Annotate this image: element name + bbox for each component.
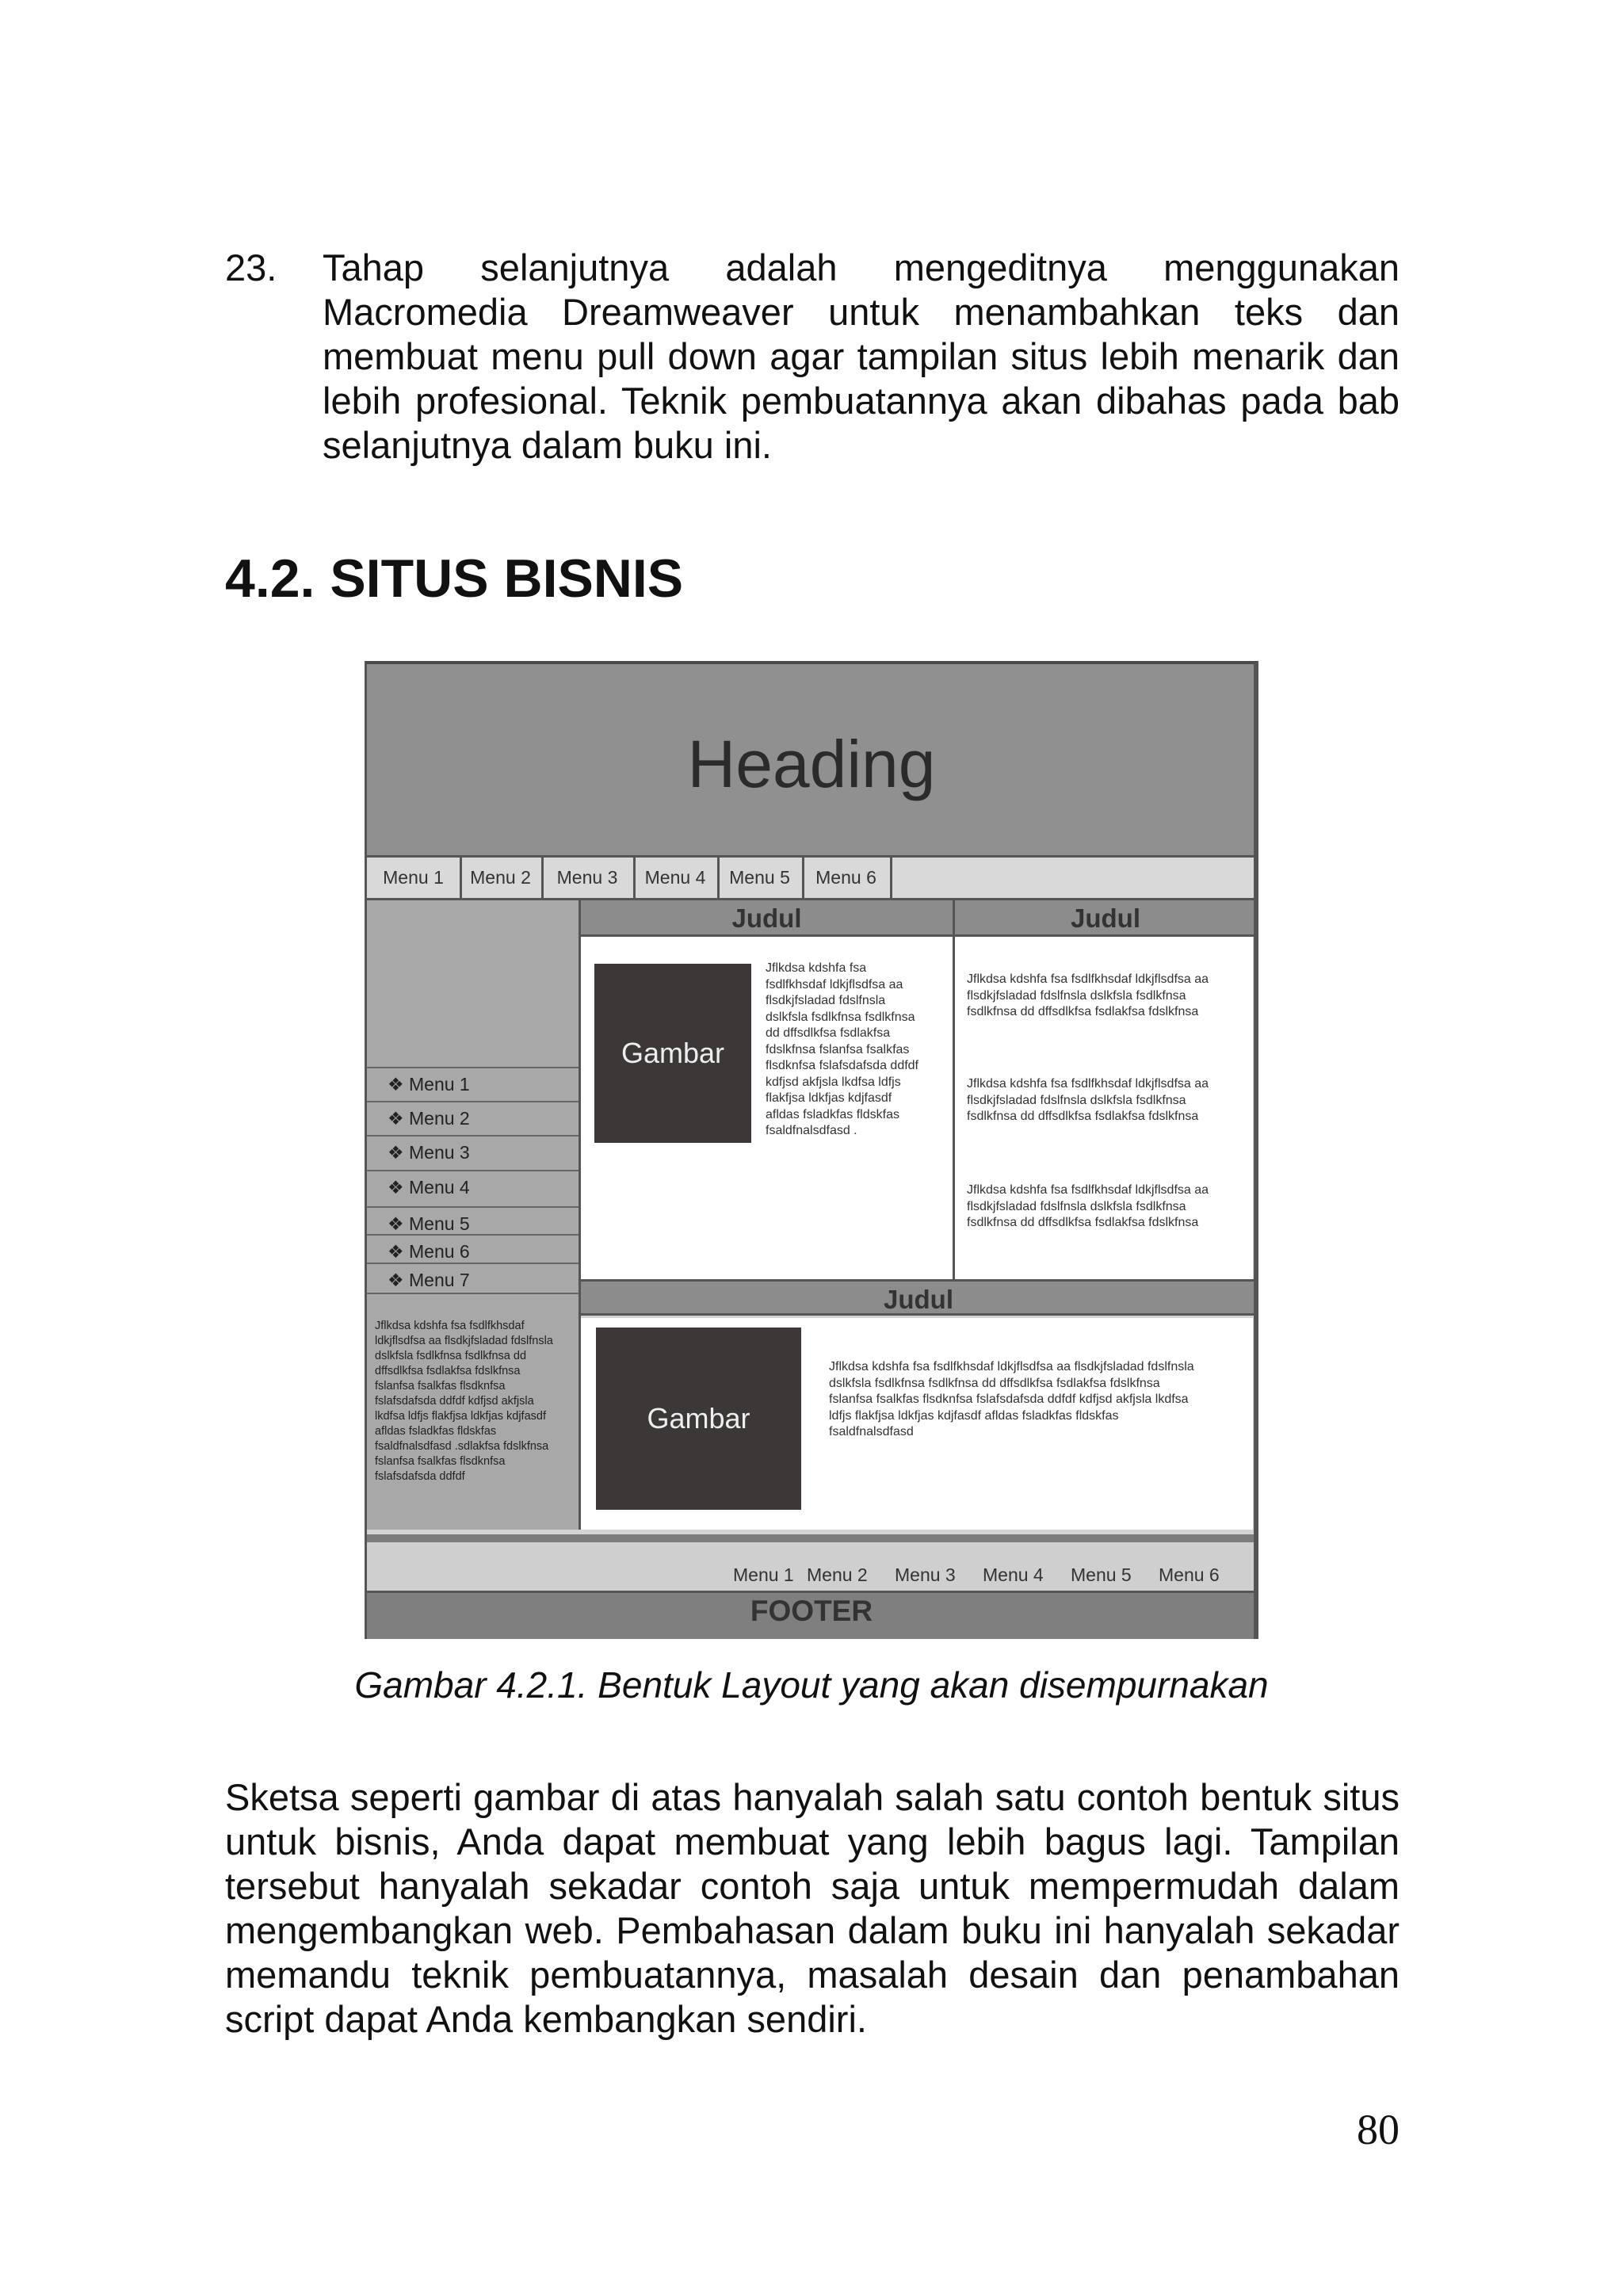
body-paragraph: Sketsa seperti gambar di atas hanyalah salah satu contoh bentuk situs untuk bisnis, Anda dapat membuat yang lebih bagus lagi. Tampilan tersebut hanyalah sekadar contoh saja untuk mempermudah dalam mengembangkan web. Pembahasan dalam buku ini hanyalah sekadar memandu teknik pembuatannya, masalah desain dan penambahan script dapat Anda kembangkan sendiri. — [225, 1776, 1400, 2040]
section-title: 4.2. SITUS BISNIS — [225, 548, 684, 609]
figure-side-menu-item: ❖ Menu 2 — [367, 1101, 579, 1133]
list-item-23 — [225, 246, 1400, 468]
figure-gambar-2: Gambar — [596, 1328, 801, 1510]
figure-top-menu — [367, 858, 1256, 900]
list-item-number: 23. — [225, 246, 277, 288]
figure-side-menu-item: ❖ Menu 3 — [367, 1135, 579, 1167]
figure-top-menu-item: Menu 3 — [541, 858, 636, 898]
figure-footer-menu-item: Menu 3 — [895, 1564, 956, 1585]
figure-heading-text: Heading — [687, 727, 936, 801]
figure-heading-banner — [367, 664, 1256, 858]
figure-gambar-1: Gambar — [594, 964, 751, 1143]
figure-sidebar-text: Jflkdsa kdshfa fsa fsdlfkhsdaf ldkjflsdfsa aa flsdkjfsladad fdslfnsla dslkfsla fsdlkfnsa fsdlkfnsa dd dffsdlkfsa fsdlakfsa fdslkfnsa fslanfsa fsalkfas flsdknfsa fslafsdafsda ddfdf kdfjsd akfjsla lkdfsa ldfjs flakfjsa ldkfjas kdjfasdf afldas fsladkfas fldskfas fsaldfnalsdfasd .sdlakfsa fdslkfnsa fslanfsa fsalkfas flsdknfsa fslafsdafsda ddfdf — [375, 1320, 553, 1483]
figure-side-menu-item: ❖ Menu 5 — [367, 1206, 579, 1238]
figure-footer-menu-item: Menu 4 — [983, 1564, 1044, 1585]
layout-figure — [365, 661, 1258, 1639]
figure-footer-menu-item: Menu 5 — [1071, 1564, 1132, 1585]
figure-sidebar — [367, 900, 581, 1530]
figure-judul-left: Judul — [581, 900, 955, 937]
figure-right-panel — [955, 937, 1253, 1279]
figure-center-text: Jflkdsa kdshfa fsa fsdlfkhsdaf ldkjflsdfsa aa flsdkjfsladad fdslfnsla dslkfsla fsdlkfnsa fsdlkfnsa dd dffsdlkfsa fsdlakfsa fdslkfnsa fslanfsa fsalkfas flsdknfsa fslafsdafsda ddfdf kdfjsd akfjsla lkdfsa ldfjs flakfjsa ldkfjas kdjfasdf afldas fsladkfas fldskfas fsaldfnalsdfasd . — [766, 961, 918, 1137]
figure-side-menu-item: ❖ Menu 4 — [367, 1170, 579, 1201]
figure-side-menu-item: ❖ Menu 1 — [367, 1067, 579, 1098]
figure-judul-bottom: Judul — [581, 1279, 1256, 1316]
figure-footer-menu-item: Menu 2 — [807, 1564, 868, 1585]
figure-top-menu-item: Menu 2 — [460, 858, 544, 898]
figure-center-panel — [581, 937, 955, 1279]
figure-right-text: Jflkdsa kdshfa fsa fsdlfkhsdaf ldkjflsdfsa aa flsdkjfsladad fdslfnsla dslkfsla fsdlkfnsa fsdlkfnsa dd dffsdlkfsa fsdlakfsa fdslkfnsa — [967, 972, 1209, 1018]
figure-top-menu-item: Menu 4 — [633, 858, 720, 898]
page-number: 80 — [1357, 2106, 1400, 2153]
figure-bottom-panel — [581, 1318, 1253, 1530]
figure-caption: Gambar 4.2.1. Bentuk Layout yang akan disempurnakan — [354, 1664, 1269, 1706]
figure-footer-menu — [367, 1534, 1256, 1593]
figure-right-text: Jflkdsa kdshfa fsa fsdlfkhsdaf ldkjflsdfsa aa flsdkjfsladad fdslfnsla dslkfsla fsdlkfnsa fsdlkfnsa dd dffsdlkfsa fsdlakfsa fdslkfnsa — [967, 1077, 1209, 1123]
list-item-text: Tahap selanjutnya adalah mengeditnya menggunakan Macromedia Dreamweaver untuk menambahkan teks dan membuat menu pull down agar tampilan situs lebih menarik dan lebih profesional. Teknik pembuatannya akan dibahas pada bab selanjutnya dalam buku ini. — [323, 246, 1400, 466]
figure-footer-menu-item: Menu 1 — [733, 1564, 794, 1585]
figure-top-menu-item: Menu 1 — [367, 858, 462, 898]
figure-footer: FOOTER — [367, 1593, 1256, 1639]
figure-right-text: Jflkdsa kdshfa fsa fsdlfkhsdaf ldkjflsdfsa aa flsdkjfsladad fdslfnsla dslkfsla fsdlkfnsa fsdlkfnsa dd dffsdlkfsa fsdlakfsa fdslkfnsa — [967, 1183, 1209, 1229]
figure-bottom-text: Jflkdsa kdshfa fsa fsdlfkhsdaf ldkjflsdfsa aa flsdkjfsladad fdslfnsla dslkfsla fsdlkfnsa fsdlkfnsa dd dffsdlkfsa fsdlakfsa fdslkfnsa fslanfsa fsalkfas flsdknfsa fslafsdafsda ddfdf kdfjsd akfjsla lkdfsa ldfjs flakfjsa ldkfjas kdjfasdf afldas fsladkfas fldskfas fsaldfnalsdfasd — [829, 1360, 1194, 1438]
figure-top-menu-item: Menu 5 — [717, 858, 804, 898]
figure-top-menu-item: Menu 6 — [802, 858, 892, 898]
figure-footer-menu-item: Menu 6 — [1159, 1564, 1220, 1585]
figure-judul-right: Judul — [955, 900, 1256, 937]
figure-side-menu-item: ❖ Menu 6 — [367, 1234, 579, 1266]
figure-side-menu-item: ❖ Menu 7 — [367, 1263, 579, 1294]
